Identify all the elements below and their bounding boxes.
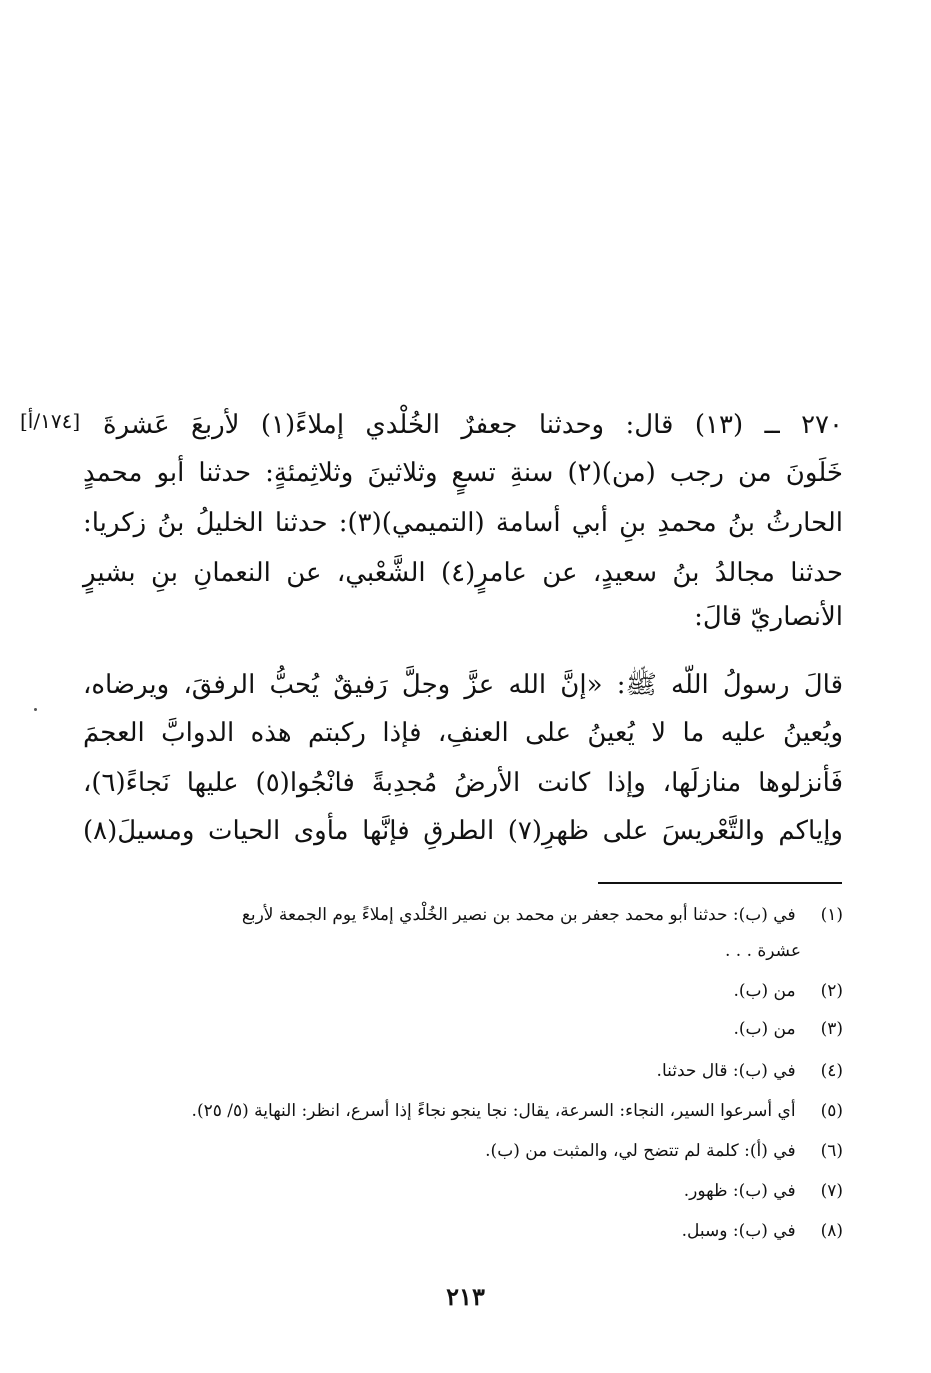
footnote-5: [113, 1094, 843, 1128]
main-text-line-2: خَلَونَ من رجب (من)(٢) سنةِ تسعٍ وثلاثينَ وثلاثِمئةٍ: حدثنا أبو محمدٍ: [83, 458, 843, 488]
footnote-number: (٤): [820, 1061, 843, 1081]
footnote-7: [113, 1174, 843, 1208]
footnote-number: (٧): [820, 1181, 843, 1201]
scan-speck: [34, 708, 37, 711]
footnote-text: في (ب): حدثنا أبو محمد جعفر بن محمد بن نصير الخُلْدي إملاءً يوم الجمعة لأربع: [241, 905, 796, 925]
main-text-line-3: الحارثُ بنُ محمدِ بنِ أبي أسامة (التميمي)(٣): حدثنا الخليلُ بنُ زكريا:: [83, 508, 843, 538]
footnote-6: [113, 1134, 843, 1168]
main-text-line-1: ٢٧٠ ــ (١٣) قال: وحدثنا جعفرٌ الخُلْدي إملاءً(١) لأربعَ عَشرةَ: [103, 410, 843, 440]
footnote-number: (١): [820, 905, 843, 925]
footnote-number: (٢): [820, 981, 843, 1001]
footnote-text: في (ب): وسبل.: [681, 1221, 796, 1241]
footnote-3: [113, 1012, 843, 1046]
footnote-8: [113, 1214, 843, 1248]
main-text-line-7: ويُعينُ عليه ما لا يُعينُ على العنفِ، فإذا ركبتم هذه الدوابَّ العجمَ: [83, 718, 843, 748]
footnote-2: [113, 974, 843, 1008]
footnote-1: [113, 898, 843, 932]
footnote-text: من (ب).: [733, 1019, 796, 1039]
footnote-text: في (أ): كلمة لم تتضح لي، والمثبت من (ب).: [485, 1141, 796, 1161]
footnote-1-continuation: عشرة . . .: [724, 941, 801, 961]
manuscript-folio-reference: [١٧٤/أ]: [20, 409, 81, 433]
page-number: ٢١٣: [446, 1282, 485, 1311]
footnote-number: (٨): [820, 1221, 843, 1241]
footnote-text: في (ب): ظهور.: [683, 1181, 796, 1201]
main-text-line-9: وإياكم والتَّعْريسَ على ظهرِ(٧) الطرقِ فإنَّها مأوى الحيات ومسيلَ(٨): [83, 816, 843, 846]
footnote-text: في (ب): قال حدثنا.: [656, 1061, 796, 1081]
footnote-number: (٦): [820, 1141, 843, 1161]
main-text-line-8: فَأنزلوها منازلَها، وإذا كانت الأرضُ مُجدِبةً فانْجُوا(٥) عليها نَجاءً(٦)،: [83, 768, 843, 798]
main-text-line-4: حدثنا مجالدُ بنُ سعيدٍ، عن عامرٍ(٤) الشَّعْبي، عن النعمانِ بنِ بشيرٍ: [83, 558, 843, 588]
main-text-line-6: قالَ رسولُ اللّه ﷺ: «إنَّ الله عزَّ وجلَّ رَفيقٌ يُحبُّ الرفقَ، ويرضاه،: [83, 670, 843, 700]
footnote-number: (٥): [820, 1101, 843, 1121]
main-text-line-5: الأنصاريّ قالَ:: [694, 602, 843, 632]
footnote-text: من (ب).: [733, 981, 796, 1001]
footnote-text: أي أسرعوا السير، النجاء: السرعة، يقال: نجا ينجو نجاءً إذا أسرع، انظر: النهاية (٥/ ٢٥).: [191, 1101, 796, 1121]
footnote-4: [113, 1054, 843, 1088]
footnote-number: (٣): [820, 1019, 843, 1039]
footnote-separator: [598, 882, 842, 884]
